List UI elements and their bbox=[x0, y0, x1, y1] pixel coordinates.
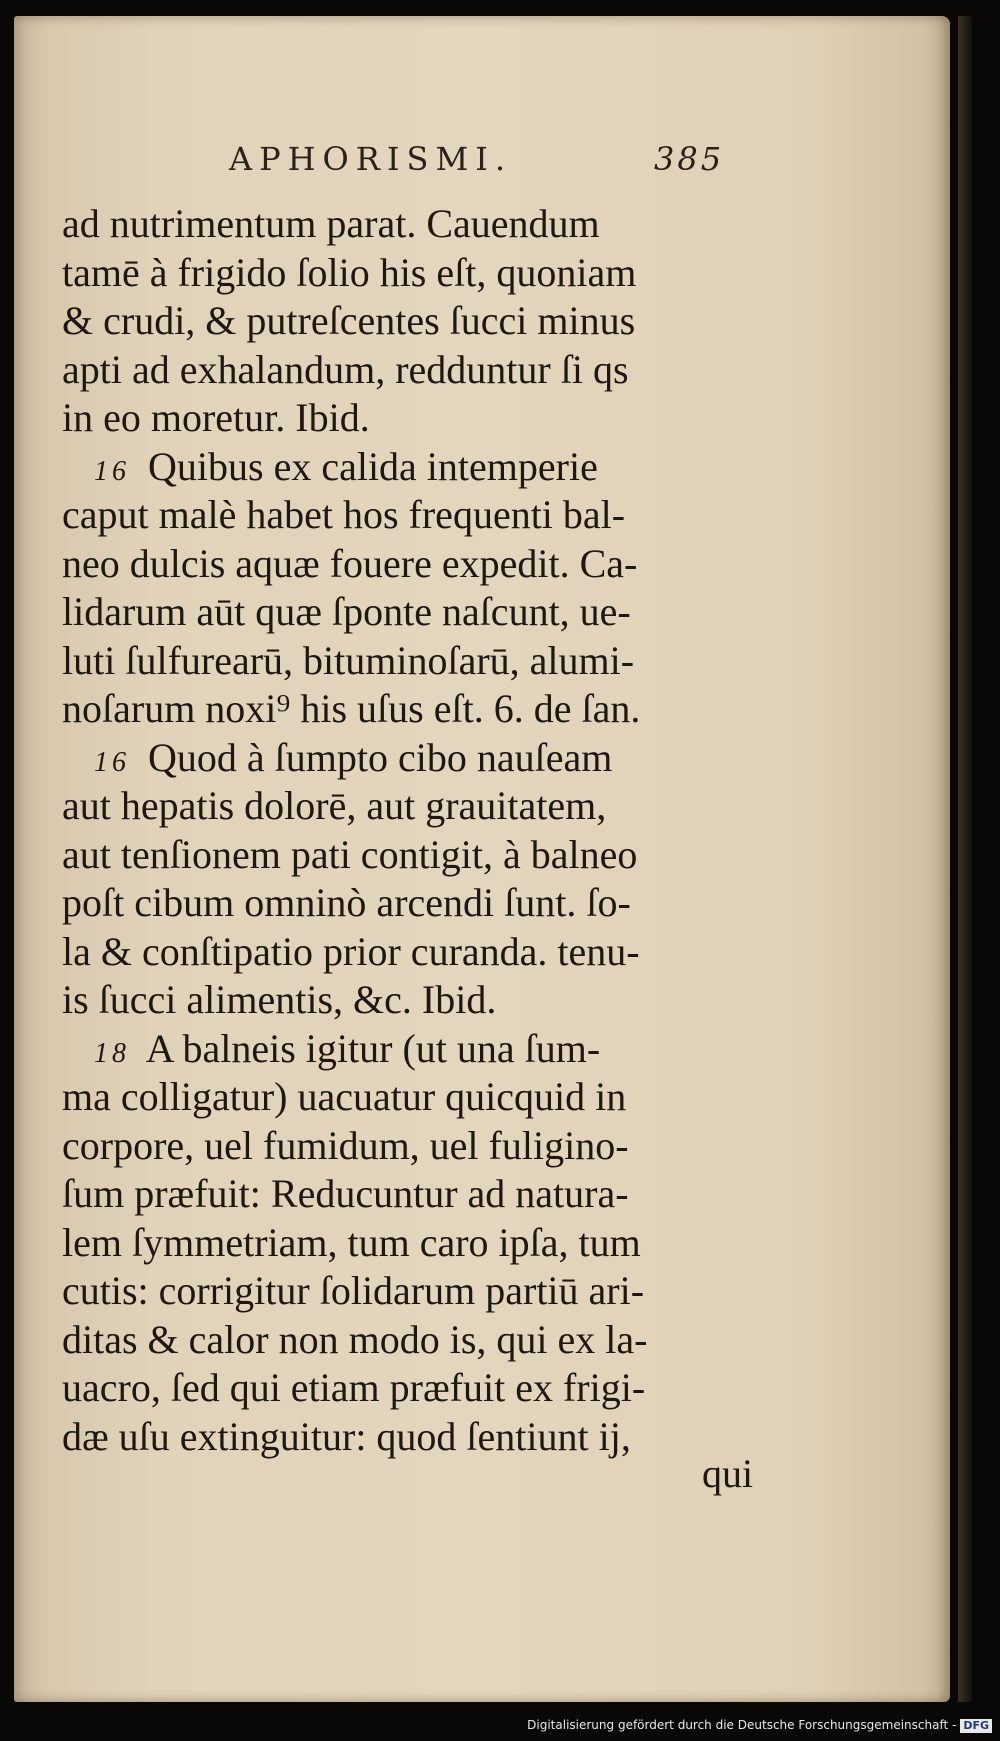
text-line: corpore, uel fumidum, uel fuligino- bbox=[62, 1122, 629, 1168]
aphorism-start bbox=[62, 443, 782, 492]
text-line: in eo moretur. Ibid. bbox=[62, 395, 370, 440]
text-line: aut tenſionem pati contigit, à balneo bbox=[62, 831, 638, 877]
text-line: & crudi, & putreſcentes ſucci minus bbox=[62, 298, 636, 343]
text-line: dæ uſu extinguitur: quod ſentiunt ij, bbox=[62, 1413, 631, 1459]
text-line: poſt cibum omninò arcendi ſunt. ſo- bbox=[62, 880, 631, 925]
catchword: qui bbox=[702, 1451, 754, 1496]
text-line: apti ad exhalandum, redduntur ſi qs bbox=[62, 346, 629, 392]
aphorism-start bbox=[62, 1025, 782, 1074]
running-head-title: APHORISMI. bbox=[229, 140, 513, 178]
text-line: ad nutrimentum parat. Cauendum bbox=[62, 201, 600, 246]
text-line: is ſucci alimentis, &c. Ibid. bbox=[62, 977, 497, 1022]
book-edge bbox=[958, 16, 972, 1702]
dfg-logo: DFG bbox=[960, 1719, 992, 1733]
text-line: ditas & calor non modo is, qui ex la- bbox=[62, 1316, 648, 1362]
aphorism-number: 16 bbox=[94, 746, 130, 778]
text-line: ma colligatur) uacuatur quicquid in bbox=[62, 1074, 627, 1119]
text-line: Quod à ſumpto cibo nauſeam bbox=[148, 734, 613, 780]
credit-text: Digitalisierung gefördert durch die Deutsche Forschungsgemeinschaft - bbox=[527, 1718, 957, 1732]
text-line: noſarum noxi⁹ his uſus eſt. 6. de ſan. bbox=[62, 686, 641, 731]
running-head bbox=[14, 140, 950, 190]
digitization-credit bbox=[0, 1718, 992, 1733]
text-line: cutis: corrigitur ſolidarum partiū ari- bbox=[62, 1268, 645, 1313]
text-line: uacro, ſed qui etiam præfuit ex frigi- bbox=[62, 1365, 646, 1410]
text-line: Quibus ex calida intemperie bbox=[148, 443, 598, 489]
text-line: A balneis igitur (ut una ſum- bbox=[145, 1025, 601, 1071]
text-line: aut hepatis dolorē, aut grauitatem, bbox=[62, 783, 607, 828]
text-line: luti ſulfurearū, bituminoſarū, alumi- bbox=[62, 637, 635, 683]
book-page bbox=[14, 16, 950, 1702]
text-line: lem ſymmetriam, tum caro ipſa, tum bbox=[62, 1219, 641, 1265]
aphorism-number: 16 bbox=[94, 455, 130, 487]
text-line: ſum præfuit: Reducuntur ad natura- bbox=[62, 1171, 629, 1216]
text-line: neo dulcis aquæ fouere expedit. Ca- bbox=[62, 540, 638, 586]
aphorism-start bbox=[62, 734, 782, 783]
body-text bbox=[62, 200, 782, 1461]
text-line: lidarum aūt quæ ſponte naſcunt, ue- bbox=[62, 589, 631, 634]
text-line: caput malè habet hos frequenti bal- bbox=[62, 492, 626, 537]
aphorism-number: 18 bbox=[94, 1037, 130, 1069]
text-line: tamē à frigido ſolio his eſt, quoniam bbox=[62, 249, 637, 295]
text-line: la & conſtipatio prior curanda. tenu- bbox=[62, 928, 640, 974]
page-number: 385 bbox=[654, 140, 725, 178]
